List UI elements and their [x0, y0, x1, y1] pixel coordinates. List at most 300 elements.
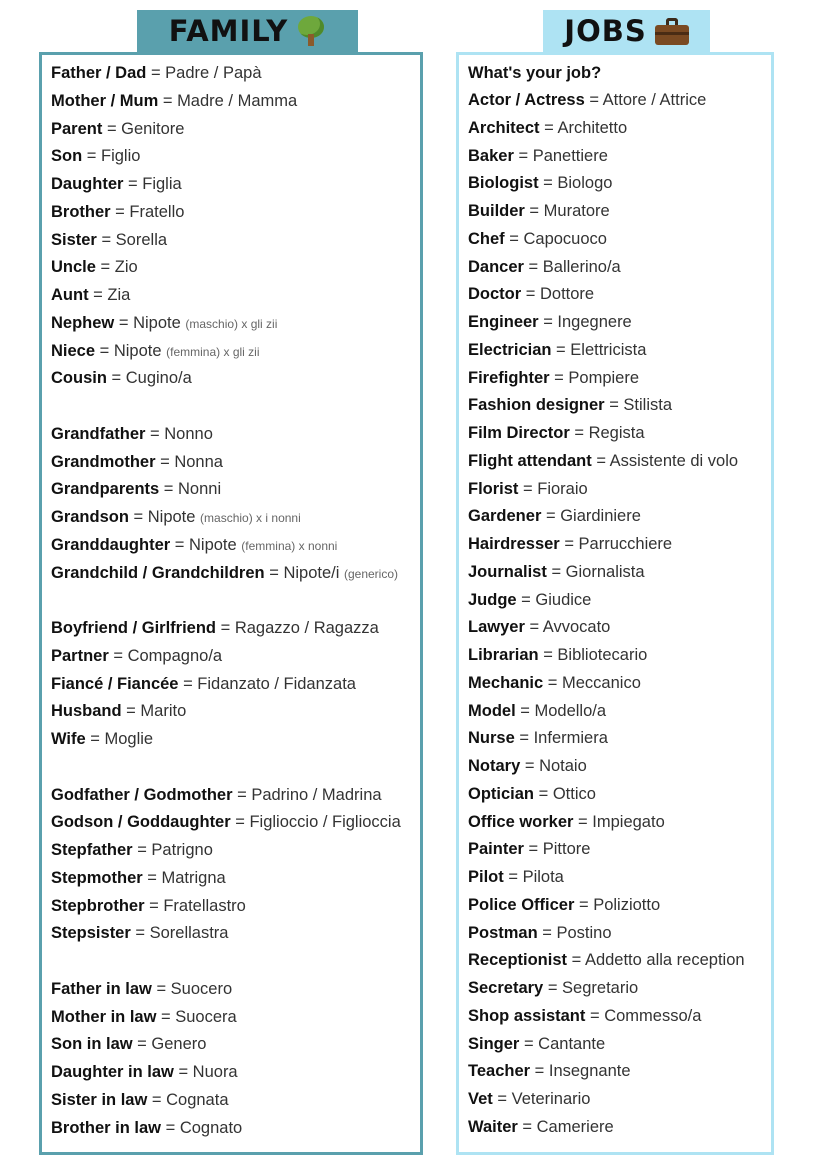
- english-term: Chef: [468, 229, 505, 248]
- italian-translation: Infermiera: [533, 729, 608, 748]
- english-term: Fashion designer: [468, 396, 605, 415]
- equals-sign: =: [110, 202, 130, 221]
- equals-sign: =: [539, 118, 558, 137]
- english-term: Painter: [468, 840, 524, 859]
- vocab-row: [468, 87, 767, 115]
- equals-sign: =: [161, 1118, 180, 1137]
- vocab-row: [51, 671, 416, 699]
- equals-sign: =: [232, 785, 252, 804]
- equals-sign: =: [591, 451, 610, 470]
- italian-translation: Ottico: [552, 784, 596, 803]
- italian-translation: Padre / Papà: [165, 64, 262, 82]
- vocab-row: [51, 254, 416, 282]
- vocab-row: [468, 281, 767, 309]
- vocab-row: [51, 116, 416, 144]
- english-term: Flight attendant: [468, 451, 592, 470]
- vocab-row: [468, 143, 767, 171]
- italian-translation: Nonna: [174, 452, 223, 471]
- italian-translation: Ballerino/a: [542, 257, 621, 276]
- vocab-row: [468, 226, 767, 254]
- vocab-row: [51, 532, 416, 560]
- italian-translation: Giornalista: [565, 562, 645, 581]
- italian-translation: Fidanzato / Fidanzata: [197, 674, 356, 693]
- italian-translation: Veterinario: [511, 1090, 591, 1108]
- vocab-row: [51, 1115, 416, 1143]
- vocab-row: [51, 504, 416, 532]
- italian-translation: Marito: [140, 702, 187, 721]
- english-term: Daughter: [51, 175, 124, 193]
- jobs-panel: [456, 52, 774, 1155]
- italian-translation: Impiegato: [592, 812, 665, 831]
- italian-translation: Regista: [588, 424, 645, 442]
- english-term: Grandson: [51, 508, 129, 526]
- vocab-row: [468, 1058, 767, 1086]
- italian-translation: Nipote: [189, 535, 237, 554]
- vocab-row: [468, 309, 767, 337]
- english-term: Brother in law: [51, 1118, 162, 1137]
- english-term: Receptionist: [468, 951, 568, 970]
- vocab-row: [51, 726, 416, 754]
- equals-sign: =: [559, 535, 579, 553]
- equals-sign: =: [541, 507, 561, 526]
- vocab-row: [468, 947, 767, 975]
- english-term: Model: [468, 701, 516, 720]
- vocab-row: [468, 392, 767, 420]
- vocab-row: [51, 893, 416, 921]
- english-term: Firefighter: [468, 368, 550, 387]
- equals-sign: =: [514, 729, 534, 748]
- vocab-row: [468, 115, 767, 143]
- family-panel: [39, 52, 423, 1155]
- english-term: Nephew: [51, 313, 115, 332]
- italian-translation: Biologo: [557, 174, 613, 193]
- vocab-row: [468, 698, 767, 726]
- italian-translation: Suocera: [175, 1007, 237, 1026]
- equals-sign: =: [523, 840, 543, 859]
- english-term: Godson / Goddaughter: [51, 813, 231, 832]
- english-term: Wife: [51, 730, 86, 748]
- italian-translation: Nipote: [133, 313, 181, 332]
- equals-sign: =: [85, 730, 105, 748]
- english-term: Engineer: [468, 313, 539, 331]
- english-term: Actor / Actress: [468, 91, 585, 109]
- vocab-row: [51, 476, 416, 504]
- vocab-row: [468, 170, 767, 198]
- english-term: Police Officer: [468, 895, 575, 914]
- english-term: Father / Dad: [51, 64, 147, 82]
- italian-translation: Modello/a: [534, 701, 607, 720]
- english-term: Builder: [468, 202, 525, 220]
- english-term: Electrician: [468, 340, 552, 359]
- english-term: Godfather / Godmother: [51, 785, 233, 804]
- equals-sign: =: [108, 646, 128, 665]
- equals-sign: =: [121, 702, 141, 721]
- vocab-row: [468, 1031, 767, 1059]
- vocab-row: [51, 643, 416, 671]
- jobs-question: What's your job?: [468, 64, 602, 82]
- italian-translation: Cognato: [179, 1118, 243, 1137]
- english-term: Cousin: [51, 369, 107, 388]
- english-term: Mechanic: [468, 673, 544, 692]
- english-term: Stepmother: [51, 868, 143, 887]
- equals-sign: =: [142, 868, 162, 887]
- vocab-row: [51, 227, 416, 255]
- equals-sign: =: [516, 590, 536, 609]
- italian-translation: Figlio: [100, 147, 141, 166]
- vocab-row: [51, 421, 416, 449]
- equals-sign: =: [524, 618, 543, 637]
- italian-translation: Patrigno: [151, 841, 213, 859]
- italian-translation: Notaio: [539, 757, 587, 775]
- italian-translation: Avvocato: [542, 618, 611, 637]
- equals-sign: =: [551, 340, 571, 359]
- italian-translation: Giardiniere: [560, 507, 641, 526]
- italian-translation: Genero: [151, 1035, 207, 1054]
- vocab-row: [468, 448, 767, 476]
- english-term: Hairdresser: [468, 535, 560, 553]
- briefcase-icon: [655, 17, 689, 45]
- vocab-row: [51, 449, 416, 477]
- vocab-row: [468, 920, 767, 948]
- vocab-row: [468, 1114, 767, 1142]
- italian-translation: Pilota: [522, 868, 564, 886]
- english-term: Optician: [468, 784, 535, 803]
- equals-sign: =: [504, 229, 524, 248]
- english-term: Architect: [468, 118, 540, 137]
- italian-translation: Ingegnere: [557, 313, 632, 331]
- english-term: Aunt: [51, 286, 89, 304]
- english-term: Uncle: [51, 258, 96, 277]
- italian-translation: Fratellastro: [163, 896, 246, 915]
- family-header: [137, 10, 358, 52]
- english-term: Grandparents: [51, 480, 160, 499]
- english-term: Parent: [51, 119, 103, 138]
- italian-translation: Figlioccio / Figlioccia: [249, 813, 401, 832]
- english-term: Vet: [468, 1090, 493, 1108]
- vocab-row: [51, 809, 416, 837]
- english-term: Lawyer: [468, 618, 525, 637]
- vocab-row: [468, 531, 767, 559]
- equals-sign: =: [569, 424, 589, 442]
- italian-translation: Giudice: [535, 590, 592, 609]
- italian-translation: Assistente di volo: [609, 451, 739, 470]
- vocab-row: [468, 781, 767, 809]
- italian-translation: Nonni: [178, 480, 222, 499]
- vocab-row: [468, 642, 767, 670]
- english-term: Brother: [51, 202, 111, 221]
- italian-translation: Sorellastra: [149, 924, 229, 943]
- english-term: Father in law: [51, 979, 152, 998]
- italian-translation: Compagno/a: [127, 646, 223, 665]
- italian-translation: Figlia: [142, 175, 182, 193]
- translation-note: (femmina) x gli zii: [166, 344, 260, 359]
- equals-sign: =: [151, 979, 171, 998]
- vocab-row: [468, 1003, 767, 1031]
- equals-sign: =: [519, 1034, 539, 1053]
- equals-sign: =: [146, 64, 166, 82]
- jobs-header: [543, 10, 710, 52]
- english-term: Niece: [51, 341, 96, 360]
- english-term: Florist: [468, 479, 519, 498]
- equals-sign: =: [503, 868, 523, 886]
- italian-translation: Pompiere: [568, 368, 640, 387]
- vocab-row: [51, 143, 416, 171]
- italian-translation: Genitore: [121, 119, 185, 138]
- italian-translation: Sorella: [115, 230, 168, 249]
- equals-sign: =: [147, 1090, 167, 1109]
- english-term: Judge: [468, 590, 517, 609]
- equals-sign: =: [155, 452, 175, 471]
- english-term: Shop assistant: [468, 1006, 586, 1025]
- italian-translation: Meccanico: [562, 673, 641, 692]
- equals-sign: =: [573, 812, 593, 831]
- italian-translation: Poliziotto: [593, 895, 661, 914]
- italian-translation: Nipote: [113, 341, 162, 360]
- english-term: Journalist: [468, 562, 547, 581]
- english-term: Doctor: [468, 285, 522, 304]
- english-term: Boyfriend / Girlfriend: [51, 619, 217, 637]
- equals-sign: =: [518, 479, 538, 498]
- vocab-row: [51, 1004, 416, 1032]
- english-term: Grandchild / Grandchildren: [51, 563, 265, 582]
- italian-translation: Stilista: [623, 396, 673, 415]
- vocab-row: [51, 282, 416, 310]
- italian-translation: Fratello: [129, 202, 185, 221]
- italian-translation: Insegnante: [548, 1062, 631, 1081]
- vocab-row: [468, 864, 767, 892]
- vocab-row: [51, 199, 416, 227]
- equals-sign: =: [574, 895, 594, 914]
- english-term: Gardener: [468, 507, 542, 526]
- english-term: Son: [51, 147, 83, 166]
- vocab-row: [51, 88, 416, 116]
- english-term: Dancer: [468, 257, 524, 276]
- italian-translation: Parrucchiere: [578, 535, 673, 553]
- jobs-title: JOBS: [564, 14, 647, 48]
- vocab-row: [51, 920, 416, 948]
- italian-translation: Ragazzo / Ragazza: [234, 619, 379, 637]
- vocab-row: [468, 476, 767, 504]
- equals-sign: =: [517, 1117, 537, 1136]
- equals-sign: =: [178, 674, 198, 693]
- vocab-row: [51, 865, 416, 893]
- equals-sign: =: [521, 285, 540, 304]
- english-term: Stepsister: [51, 924, 131, 943]
- equals-sign: =: [567, 951, 585, 970]
- vocab-row: [468, 670, 767, 698]
- english-term: Singer: [468, 1034, 520, 1053]
- equals-sign: =: [216, 619, 235, 637]
- italian-translation: Nipote: [147, 508, 196, 526]
- english-term: Notary: [468, 757, 521, 775]
- vocab-row: [51, 338, 416, 366]
- italian-translation: Dottore: [539, 285, 595, 304]
- italian-translation: Padrino / Madrina: [251, 785, 382, 804]
- vocab-row: [468, 753, 767, 781]
- equals-sign: =: [128, 508, 148, 526]
- italian-translation: Pittore: [542, 840, 591, 859]
- english-term: Waiter: [468, 1117, 518, 1136]
- vocab-row: [51, 782, 416, 810]
- english-term: Fiancé / Fiancée: [51, 674, 179, 693]
- jobs-vocabulary-list: [468, 60, 767, 1142]
- vocab-row: [468, 587, 767, 615]
- equals-sign: =: [82, 147, 101, 166]
- italian-translation: Panettiere: [532, 146, 608, 165]
- family-vocabulary-list: [51, 60, 416, 1142]
- italian-translation: Postino: [556, 923, 612, 942]
- equals-sign: =: [132, 1035, 152, 1054]
- vocab-row: [51, 837, 416, 865]
- english-term: Mother in law: [51, 1007, 157, 1026]
- equals-sign: =: [534, 784, 553, 803]
- translation-note: (generico): [343, 566, 399, 581]
- italian-translation: Matrigna: [161, 868, 226, 887]
- english-term: Nurse: [468, 729, 515, 748]
- vocab-row: [468, 365, 767, 393]
- equals-sign: =: [523, 257, 543, 276]
- english-term: Husband: [51, 702, 122, 721]
- equals-sign: =: [173, 1063, 193, 1081]
- vocab-row: [51, 615, 416, 643]
- italian-translation: Cognata: [166, 1090, 229, 1109]
- equals-sign: =: [264, 563, 284, 582]
- italian-translation: Elettricista: [570, 340, 647, 359]
- equals-sign: =: [144, 896, 164, 915]
- italian-translation: Madre / Mamma: [177, 91, 298, 110]
- vocab-row: [468, 559, 767, 587]
- equals-sign: =: [114, 313, 134, 332]
- vocab-row: [468, 420, 767, 448]
- italian-translation: Cantante: [538, 1034, 606, 1053]
- vocab-row: [468, 254, 767, 282]
- equals-sign: =: [230, 813, 250, 832]
- equals-sign: =: [95, 341, 114, 360]
- equals-sign: =: [530, 1062, 549, 1081]
- english-term: Stepbrother: [51, 896, 145, 915]
- english-term: Baker: [468, 146, 514, 165]
- vocab-row: [51, 60, 416, 88]
- equals-sign: =: [132, 841, 152, 859]
- vocab-row: [51, 560, 416, 588]
- english-term: Librarian: [468, 646, 539, 664]
- italian-translation: Zio: [114, 258, 138, 277]
- equals-sign: =: [549, 368, 569, 387]
- vocab-row: [51, 171, 416, 199]
- italian-translation: Zia: [107, 286, 131, 304]
- english-term: Sister in law: [51, 1090, 148, 1109]
- vocab-row: [468, 337, 767, 365]
- italian-translation: Nuora: [192, 1063, 238, 1081]
- vocab-row: [468, 809, 767, 837]
- vocab-row: [468, 503, 767, 531]
- vocab-row: [468, 975, 767, 1003]
- italian-translation: Nipote/i: [283, 563, 340, 582]
- equals-sign: =: [106, 369, 126, 388]
- italian-translation: Cameriere: [536, 1117, 614, 1136]
- italian-translation: Attore / Attrice: [602, 91, 707, 109]
- equals-sign: =: [546, 562, 566, 581]
- english-term: Partner: [51, 646, 109, 665]
- vocab-row: [468, 198, 767, 226]
- equals-sign: =: [145, 424, 165, 443]
- equals-sign: =: [159, 480, 179, 499]
- equals-sign: =: [170, 535, 189, 554]
- vocab-row: [51, 976, 416, 1004]
- english-term: Son in law: [51, 1035, 133, 1054]
- english-term: Postman: [468, 923, 538, 942]
- equals-sign: =: [492, 1090, 512, 1108]
- equals-sign: =: [538, 313, 558, 331]
- english-term: Daughter in law: [51, 1063, 174, 1081]
- vocab-row: [468, 1086, 767, 1114]
- equals-sign: =: [538, 646, 558, 664]
- vocab-row: [51, 310, 416, 338]
- italian-translation: Moglie: [104, 730, 154, 748]
- vocab-row: [51, 1059, 416, 1087]
- english-term: Grandmother: [51, 452, 156, 471]
- equals-sign: =: [130, 924, 150, 943]
- english-term: Mother / Mum: [51, 91, 159, 110]
- italian-translation: Architetto: [557, 118, 628, 137]
- english-term: Secretary: [468, 979, 544, 997]
- equals-sign: =: [88, 286, 108, 304]
- italian-translation: Fioraio: [537, 479, 588, 498]
- italian-translation: Bibliotecario: [557, 646, 648, 664]
- italian-translation: Cugino/a: [125, 369, 192, 388]
- english-term: Office worker: [468, 812, 574, 831]
- equals-sign: =: [515, 701, 535, 720]
- vocab-row: [468, 614, 767, 642]
- equals-sign: =: [158, 91, 178, 110]
- vocab-row: [468, 725, 767, 753]
- equals-sign: =: [537, 923, 557, 942]
- translation-note: (femmina) x nonni: [241, 538, 338, 553]
- equals-sign: =: [102, 119, 122, 138]
- italian-translation: Commesso/a: [604, 1006, 702, 1025]
- italian-translation: Capocuoco: [523, 229, 607, 248]
- family-title: FAMILY: [168, 14, 289, 48]
- equals-sign: =: [96, 230, 116, 249]
- equals-sign: =: [513, 146, 533, 165]
- equals-sign: =: [156, 1007, 176, 1026]
- english-term: Grandfather: [51, 424, 146, 443]
- equals-sign: =: [584, 91, 603, 109]
- equals-sign: =: [95, 258, 115, 277]
- vocab-row: [468, 836, 767, 864]
- equals-sign: =: [543, 673, 563, 692]
- vocab-row: [468, 892, 767, 920]
- equals-sign: =: [604, 396, 624, 415]
- tree-icon: [296, 16, 326, 46]
- italian-translation: Addetto alla reception: [584, 951, 745, 970]
- italian-translation: Nonno: [164, 424, 213, 443]
- equals-sign: =: [520, 757, 540, 775]
- italian-translation: Suocero: [170, 979, 233, 998]
- italian-translation: Segretario: [562, 979, 639, 997]
- vocab-row: [51, 1087, 416, 1115]
- english-term: Granddaughter: [51, 535, 171, 554]
- equals-sign: =: [585, 1006, 605, 1025]
- vocab-row: [51, 698, 416, 726]
- equals-sign: =: [123, 175, 143, 193]
- english-term: Sister: [51, 230, 97, 249]
- italian-translation: Muratore: [543, 202, 610, 220]
- equals-sign: =: [538, 174, 558, 193]
- vocab-row: [51, 365, 416, 393]
- translation-note: (maschio) x gli zii: [185, 316, 278, 331]
- english-term: Biologist: [468, 174, 539, 193]
